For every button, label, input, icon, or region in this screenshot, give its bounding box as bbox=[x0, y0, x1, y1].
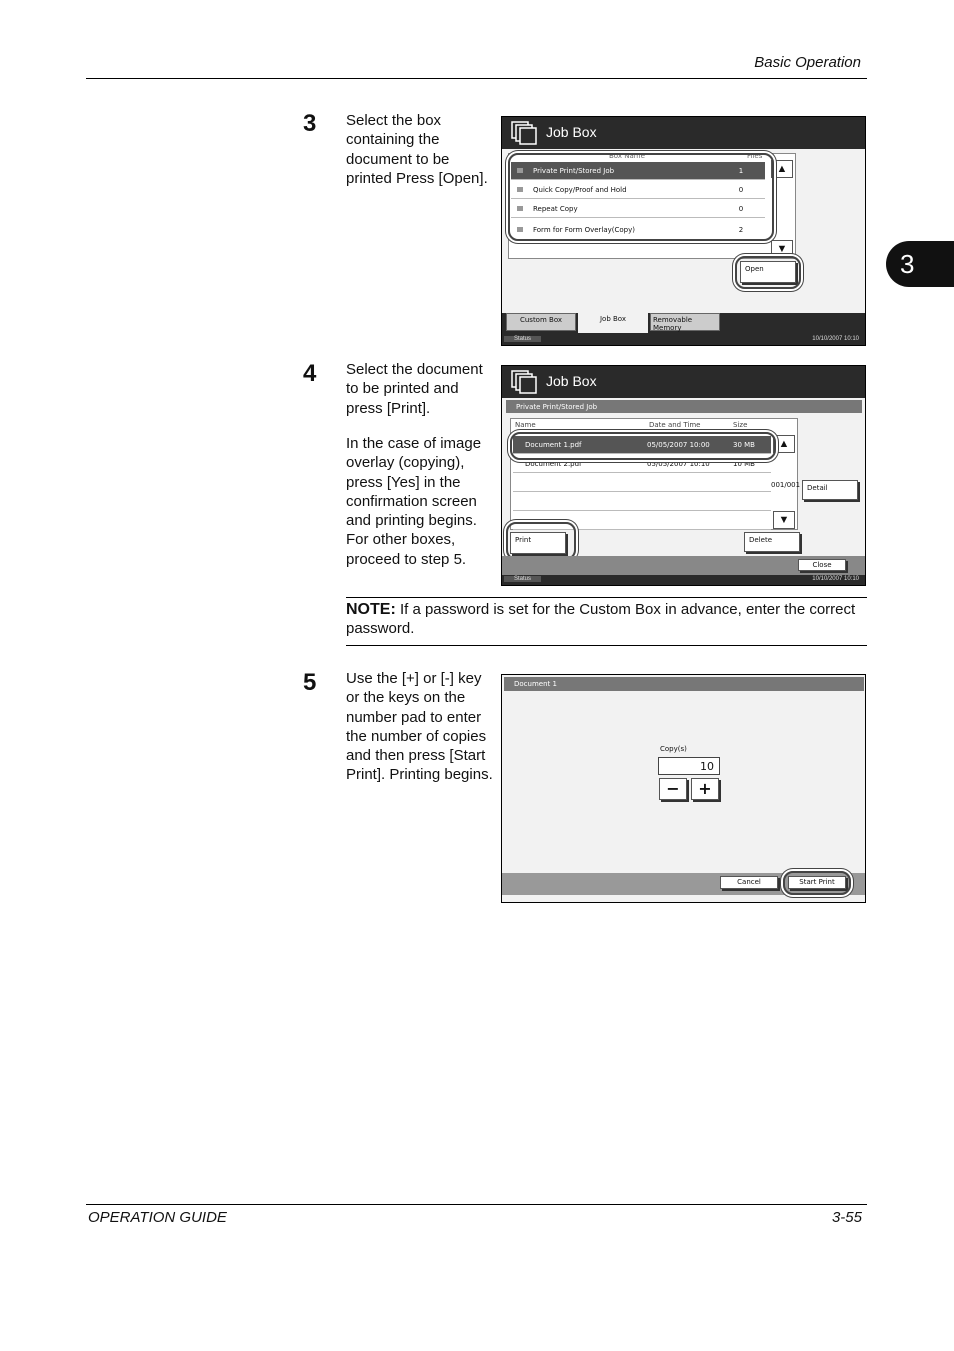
increment-button[interactable]: + bbox=[691, 778, 719, 800]
highlight-ring bbox=[508, 153, 774, 241]
up-arrow-icon: ▲ bbox=[778, 438, 790, 450]
detail-button[interactable]: Detail bbox=[802, 480, 858, 500]
column-header-size[interactable]: Size bbox=[733, 421, 748, 429]
step-text: Select the box containing the document to be printed Press [Open]. bbox=[346, 112, 488, 187]
status-bar bbox=[502, 575, 865, 585]
note-divider bbox=[346, 645, 867, 646]
row-name: Private Print/Stored Job bbox=[533, 166, 615, 175]
status-bar bbox=[502, 335, 865, 345]
footer-divider bbox=[86, 1204, 867, 1205]
document-list-screen bbox=[501, 365, 866, 586]
screen-title: Job Box bbox=[546, 373, 597, 389]
box-icon bbox=[510, 369, 538, 395]
tab-custom-box[interactable]: Custom Box bbox=[506, 313, 576, 331]
tab-job-box[interactable]: Job Box bbox=[578, 311, 648, 333]
section-title: Basic Operation bbox=[754, 54, 861, 71]
box-subtitle: Private Print/Stored Job bbox=[506, 400, 862, 413]
row-name: Document 2.pdf bbox=[525, 459, 582, 468]
datetime: 10/10/2007 10:10 bbox=[812, 336, 859, 342]
page-number: 3-55 bbox=[831, 1209, 862, 1226]
scroll-down-button[interactable] bbox=[773, 511, 795, 529]
page-indicator: 001/001 bbox=[771, 481, 801, 489]
note-label: NOTE: bbox=[346, 601, 396, 618]
footer-guide-title: OPERATION GUIDE bbox=[88, 1209, 227, 1226]
delete-button[interactable]: Delete bbox=[744, 532, 800, 552]
copies-label: Copy(s) bbox=[660, 745, 687, 753]
column-header-date[interactable]: Date and Time bbox=[649, 421, 701, 429]
print-button[interactable]: Print bbox=[510, 532, 566, 554]
job-box-screen bbox=[501, 116, 866, 346]
step-number: 3 bbox=[303, 110, 317, 137]
close-button[interactable]: Close bbox=[798, 559, 846, 571]
up-arrow-icon: ▲ bbox=[776, 163, 788, 175]
tab-bar bbox=[502, 313, 865, 337]
row-name: Document 1.pdf bbox=[525, 440, 582, 449]
screen-title: Job Box bbox=[546, 124, 597, 140]
screen-titlebar bbox=[502, 117, 865, 149]
step-text: Use the [+] or [-] key or the keys on the number pad to enter the number of copies and then press [Start Print]. Printing begins. bbox=[346, 670, 493, 784]
decrement-button[interactable]: − bbox=[659, 778, 687, 800]
highlight-ring bbox=[783, 871, 851, 895]
open-button[interactable]: Open bbox=[740, 261, 796, 283]
column-header-name[interactable]: Name bbox=[515, 421, 536, 429]
document-subtitle: Document 1 bbox=[504, 677, 864, 691]
footer-bar bbox=[502, 556, 865, 577]
row-count: 0 bbox=[738, 204, 744, 213]
highlight-ring bbox=[506, 522, 576, 560]
down-arrow-icon: ▼ bbox=[776, 243, 788, 255]
note-text: If a password is set for the Custom Box in advance, enter the correct password. bbox=[346, 601, 856, 638]
screen-titlebar bbox=[502, 366, 865, 398]
copies-screen bbox=[501, 674, 866, 903]
start-print-button[interactable]: Start Print bbox=[788, 876, 846, 889]
row-name: Form for Form Overlay(Copy) bbox=[533, 225, 635, 234]
column-header-files: Files bbox=[747, 152, 763, 160]
highlight-ring bbox=[510, 432, 776, 460]
row-size: 10 MB bbox=[733, 459, 755, 468]
cancel-button[interactable]: Cancel bbox=[720, 876, 778, 889]
chapter-tab: 3 bbox=[886, 241, 954, 287]
box-icon bbox=[510, 120, 538, 146]
note-divider bbox=[346, 597, 867, 598]
row-count: 0 bbox=[738, 185, 744, 194]
scroll-up-button[interactable] bbox=[771, 160, 793, 178]
table-row[interactable] bbox=[513, 493, 771, 511]
tab-removable-memory[interactable]: Removable Memory bbox=[650, 313, 720, 331]
copies-field[interactable]: 10 bbox=[658, 757, 720, 775]
step-text: Select the document to be printed and press [Print]. bbox=[346, 361, 483, 417]
status-button[interactable]: Status bbox=[504, 336, 541, 342]
header-divider bbox=[86, 78, 867, 79]
column-header-name: Box Name bbox=[609, 152, 645, 160]
scroll-up-button[interactable] bbox=[773, 435, 795, 453]
note bbox=[346, 600, 867, 639]
table-row[interactable] bbox=[513, 474, 771, 492]
highlight-ring bbox=[735, 256, 801, 289]
row-date: 05/05/2007 10:10 bbox=[647, 459, 710, 468]
row-count: 1 bbox=[738, 166, 744, 175]
step-text: In the case of image overlay (copying), press [Yes] in the confirmation screen and printing begins. For other boxes, proceed to step 5. bbox=[346, 435, 482, 568]
row-name: Repeat Copy bbox=[533, 204, 578, 213]
status-button[interactable]: Status bbox=[504, 576, 541, 582]
step-number: 5 bbox=[303, 669, 317, 696]
row-date: 05/05/2007 10:00 bbox=[647, 440, 710, 449]
row-size: 30 MB bbox=[733, 440, 755, 449]
datetime: 10/10/2007 10:10 bbox=[812, 576, 859, 582]
down-arrow-icon: ▼ bbox=[778, 514, 790, 526]
row-name: Quick Copy/Proof and Hold bbox=[533, 185, 627, 194]
row-count: 2 bbox=[738, 225, 744, 234]
step-number: 4 bbox=[303, 360, 317, 387]
